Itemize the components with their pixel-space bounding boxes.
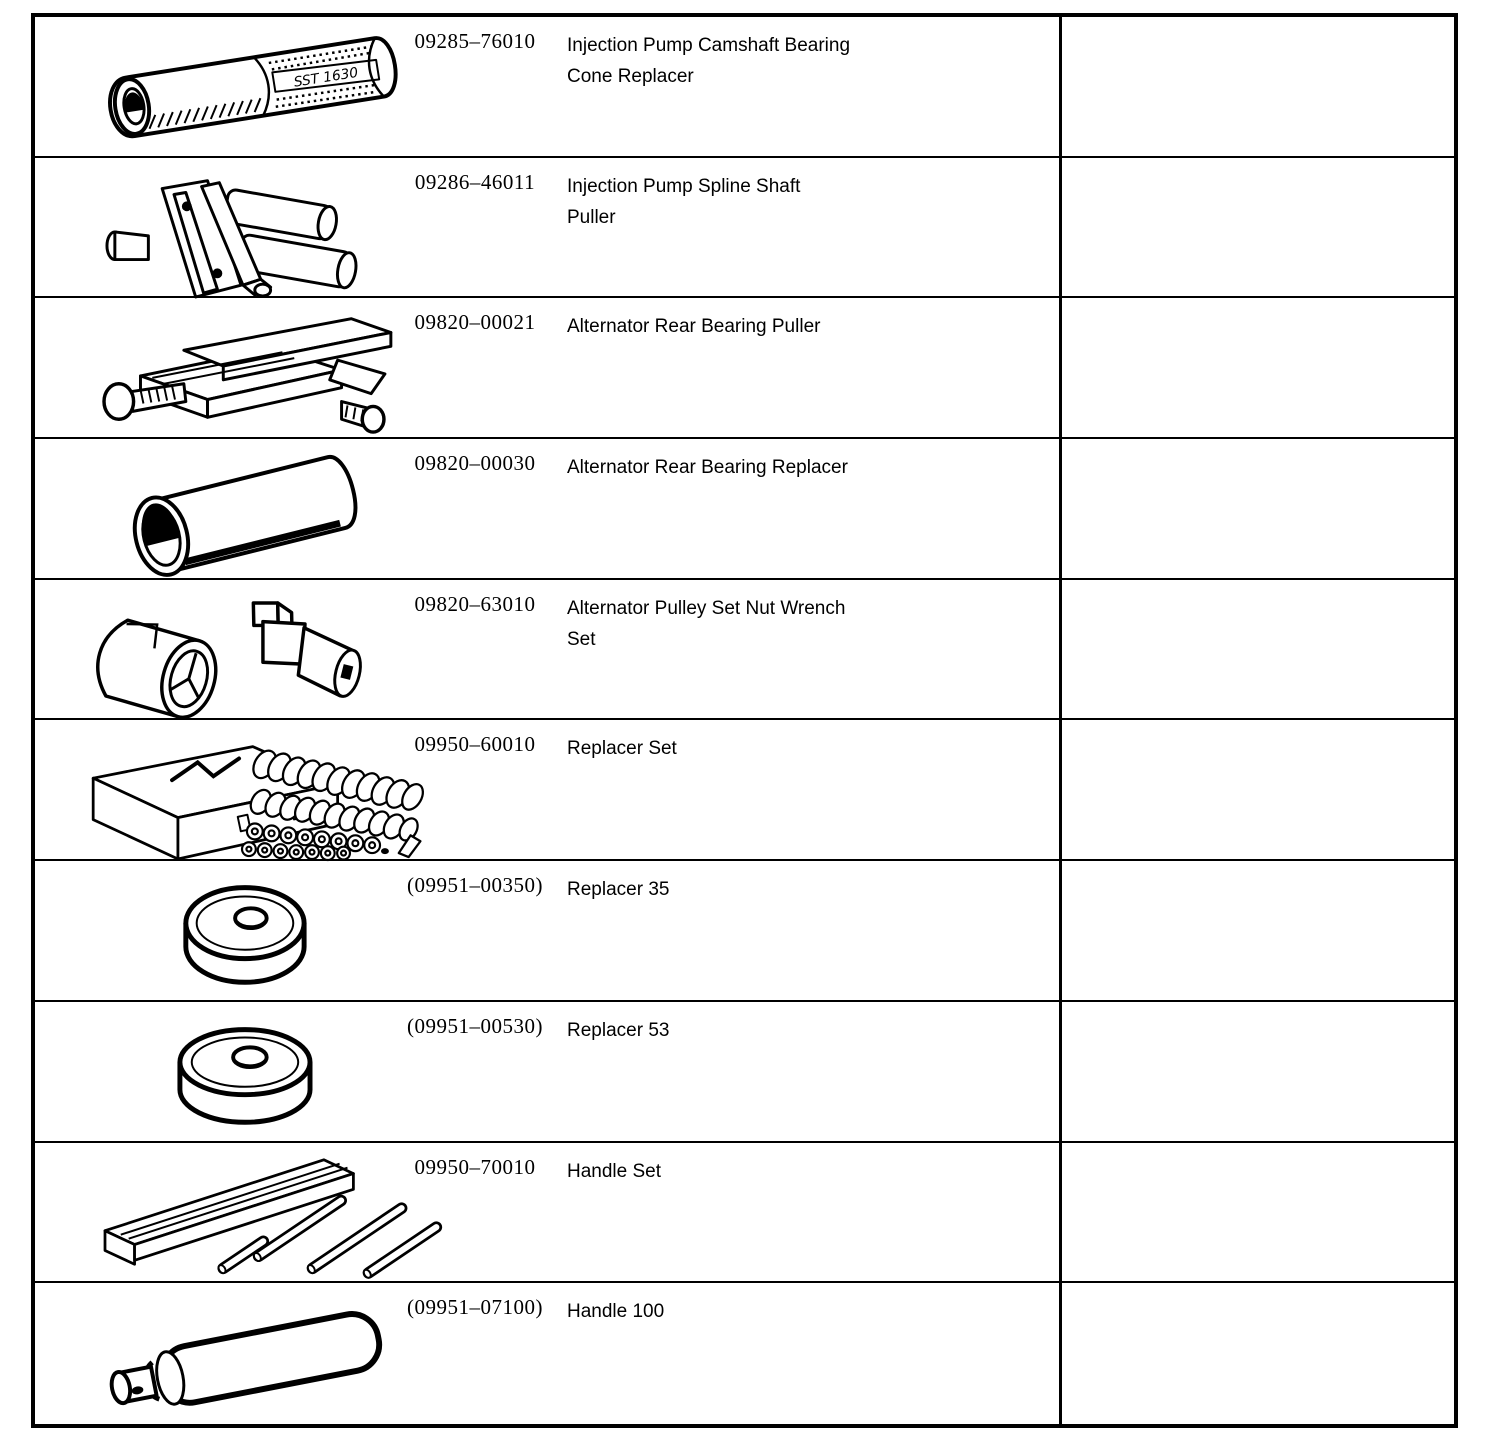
notes-cell [1059,580,1454,719]
handle-100-illustration [43,1284,443,1422]
camshaft-bearing-cone-replacer-illustration [43,18,443,156]
illustration-cell [35,720,385,859]
description-line-1: Replacer 53 [567,1019,670,1041]
description-line-2: Cone Replacer [567,66,694,87]
tool-description [565,861,1059,1000]
illustration-cell [35,298,385,437]
notes-cell [1059,1283,1454,1424]
part-number: 09286–46011 [414,169,536,194]
part-number: (09951–00350) [407,873,543,898]
pulley-set-nut-wrench-illustration [43,581,443,719]
tool-description [565,1283,1059,1424]
table-row [35,1283,1454,1424]
part-number: 09950–60010 [414,732,536,757]
rear-bearing-replacer-illustration [43,440,443,578]
notes-cell [1059,1143,1454,1282]
tool-engraving-label: SST 1630 [292,64,360,91]
tool-description [565,17,1059,156]
illustration-cell [35,17,385,156]
tool-description [565,1002,1059,1141]
replacer-set-illustration [43,721,443,859]
illustration-cell [35,439,385,578]
part-number: (09951–00530) [407,1013,543,1038]
description-line-1: Handle 100 [567,1301,665,1323]
replacer-53-illustration [43,1003,443,1141]
handle-set-illustration [43,1144,443,1282]
table-row [35,158,1454,299]
illustration-cell [35,580,385,719]
tool-description [565,720,1059,859]
spline-shaft-puller-illustration [43,159,443,297]
illustration-cell [35,158,385,297]
table-row [35,861,1454,1002]
table-row [35,580,1454,721]
rear-bearing-puller-illustration [43,299,443,437]
sst-tool-table [31,13,1458,1428]
part-number: 09820–63010 [414,591,536,616]
tool-description [565,1143,1059,1282]
table-row [35,720,1454,861]
tool-description [565,580,1059,719]
part-number: 09285–76010 [414,29,536,53]
tool-description [565,298,1059,437]
table-row [35,298,1454,439]
description-line-1: Alternator Pulley Set Nut Wrench [567,597,846,619]
notes-cell [1059,1002,1454,1141]
replacer-35-illustration [43,862,443,1000]
tool-description [565,158,1059,297]
tool-description [565,439,1059,578]
description-line-1: Alternator Rear Bearing Replacer [567,457,848,479]
part-number: 09820–00030 [414,451,536,476]
illustration-cell [35,1002,385,1141]
notes-cell [1059,298,1454,437]
table-row [35,17,1454,158]
illustration-cell [35,861,385,1000]
part-number: 09950–70010 [414,1154,536,1179]
description-line-1: Injection Pump Camshaft Bearing [567,35,851,56]
notes-cell [1059,861,1454,1000]
description-line-1: Handle Set [567,1160,662,1182]
table-row [35,1143,1454,1284]
table-row [35,1002,1454,1143]
description-line-1: Replacer 35 [567,879,670,901]
notes-cell [1059,158,1454,297]
part-number: (09951–07100) [407,1295,543,1320]
description-line-2: Set [567,628,596,650]
description-line-1: Injection Pump Spline Shaft [567,175,801,197]
description-line-1: Replacer Set [567,738,677,760]
description-line-2: Puller [567,206,616,228]
illustration-cell [35,1143,385,1282]
table-row [35,439,1454,580]
notes-cell [1059,720,1454,859]
illustration-cell [35,1283,385,1424]
description-line-1: Alternator Rear Bearing Puller [567,316,821,338]
notes-cell [1059,17,1454,156]
notes-cell [1059,439,1454,578]
part-number: 09820–00021 [414,310,536,335]
